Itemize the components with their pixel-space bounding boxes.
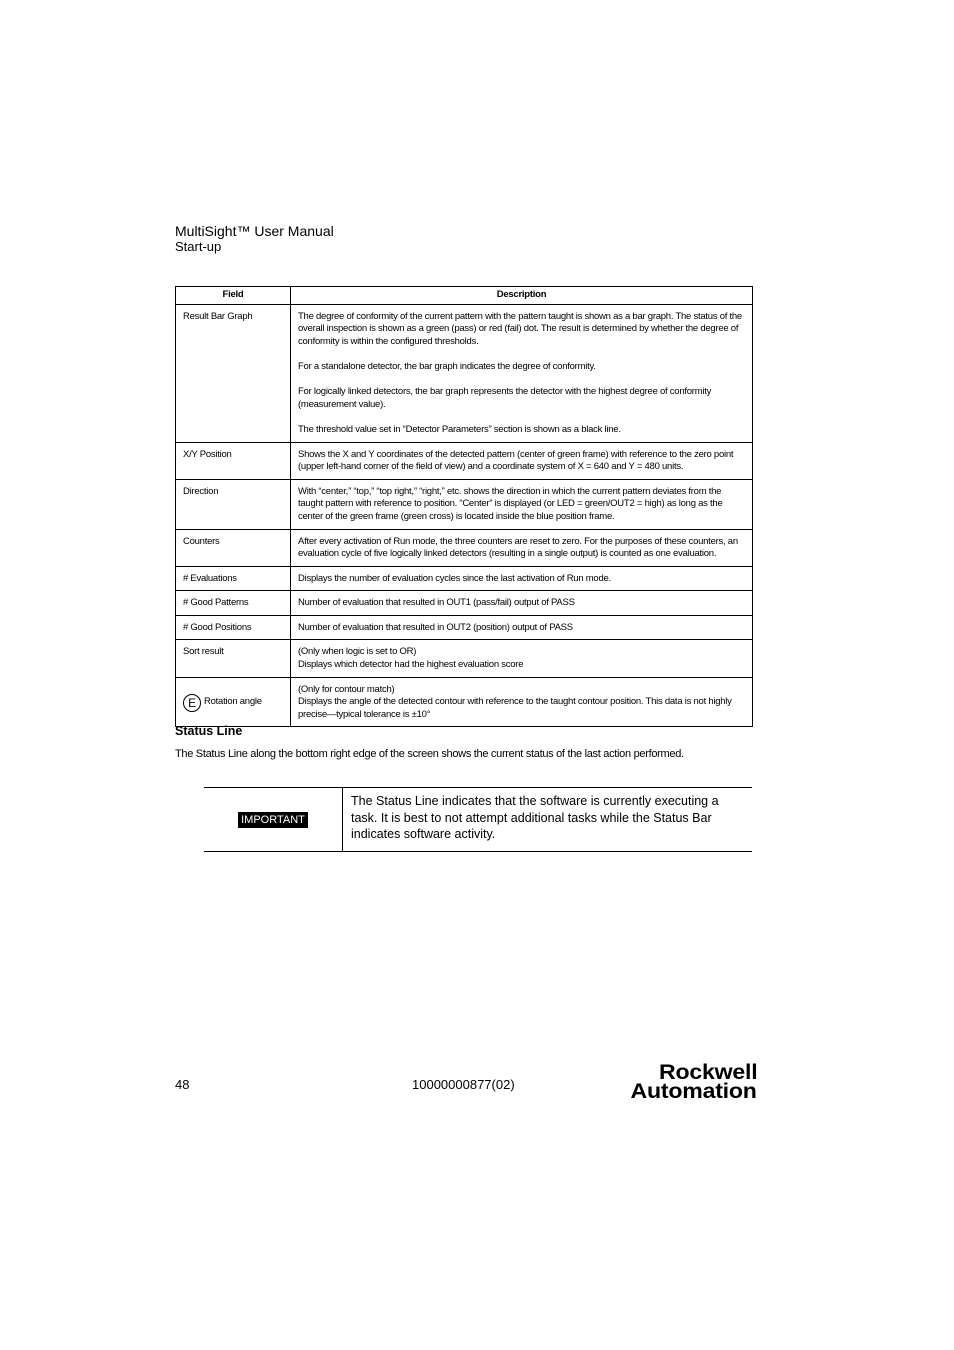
field-name: # Good Positions <box>176 615 291 640</box>
field-name: Counters <box>176 529 291 566</box>
field-description <box>291 640 753 677</box>
field-description <box>291 591 753 616</box>
chapter-name: Start-up <box>175 239 222 254</box>
table-row <box>176 591 753 616</box>
field-name: Direction <box>176 479 291 529</box>
manual-title: MultiSight™ User Manual <box>175 223 334 239</box>
description-paragraph: Number of evaluation that resulted in OUT1 (pass/fail) output of PASS <box>298 597 575 609</box>
important-note <box>204 787 752 852</box>
field-description <box>291 615 753 640</box>
field-description <box>291 566 753 591</box>
field-name: # Good Patterns <box>176 591 291 616</box>
table-row <box>176 304 753 442</box>
logo-line-1: Rockwell <box>658 1061 757 1084</box>
field-name-cell <box>176 677 291 727</box>
section-body: The Status Line along the bottom right edge of the screen shows the current status of the last action performed. <box>175 748 684 760</box>
description-paragraph: After every activation of Run mode, the three counters are reset to zero. For the purposes of these counters, an evaluation cycle of five logically linked detectors (resulting in a single output) is counted as one evaluation. <box>298 535 738 560</box>
page-header <box>175 223 334 255</box>
description-line: Displays which detector had the highest evaluation score <box>298 659 524 671</box>
description-paragraph: The degree of conformity of the current pattern with the pattern taught is shown as a bar graph. The status of the overall inspection is shown as a green (pass) or red (fail) dot. The result is determined by whether the degree of conformity is within the configured thresholds. <box>298 310 742 347</box>
table-row <box>176 640 753 677</box>
table-row <box>176 442 753 479</box>
rockwell-automation-logo <box>609 1063 757 1103</box>
document-number: 10000000877(02) <box>412 1077 515 1092</box>
description-paragraph: The threshold value set in “Detector Parameters” section is shown as a black line. <box>298 423 621 435</box>
field-name: X/Y Position <box>176 442 291 479</box>
field-description-table <box>175 286 753 727</box>
table-row <box>176 615 753 640</box>
description-line: (Only for contour match) <box>298 683 395 695</box>
page-number: 48 <box>175 1077 190 1092</box>
important-text: The Status Line indicates that the software is currently executing a task. It is best to not attempt additional tasks while the Status Bar indicates software activity. <box>351 794 719 841</box>
table-row <box>176 677 753 727</box>
field-description <box>291 442 753 479</box>
field-name: Sort result <box>176 640 291 677</box>
field-description <box>291 677 753 727</box>
field-name: # Evaluations <box>176 566 291 591</box>
description-paragraph: Number of evaluation that resulted in OUT2 (position) output of PASS <box>298 621 573 633</box>
field-name: Result Bar Graph <box>176 304 291 442</box>
field-name: Rotation angle <box>204 696 262 708</box>
field-description <box>291 529 753 566</box>
column-header-description: Description <box>291 287 753 305</box>
section-heading: Status Line <box>175 724 243 738</box>
logo-line-2: Automation <box>630 1080 757 1103</box>
description-paragraph: For logically linked detectors, the bar graph represents the detector with the highest degree of conformity (measurement value). <box>298 386 712 410</box>
table-row <box>176 479 753 529</box>
description-line: Displays the angle of the detected contour with reference to the taught contour position. This data is not highly precise—typical tolerance is ±10° <box>298 696 732 720</box>
table-row <box>176 529 753 566</box>
field-description <box>291 304 753 442</box>
description-paragraph: For a standalone detector, the bar graph indicates the degree of conformity. <box>298 360 596 372</box>
description-paragraph: Displays the number of evaluation cycles since the last activation of Run mode. <box>298 572 611 584</box>
column-header-field: Field <box>176 287 291 305</box>
description-paragraph: With “center,” “top,” “top right,” “right,” etc. shows the direction in which the current pattern deviates from the taught pattern with reference to position. “Center” is displayed (or LED = green/OUT2 = high) as long as the center of the green frame (green cross) is located inside the blue position frame. <box>298 485 723 522</box>
description-paragraph: Shows the X and Y coordinates of the detected pattern (center of green frame) with reference to the zero point (upper left-hand corner of the field of view) and a coordinate system of X = 640 and Y = 480 units. <box>298 448 734 473</box>
important-badge: IMPORTANT <box>238 812 308 828</box>
expert-mode-icon: E <box>183 694 201 712</box>
table-row <box>176 566 753 591</box>
table-header-row <box>176 287 753 305</box>
description-line: (Only when logic is set to OR) <box>298 646 417 658</box>
field-description <box>291 479 753 529</box>
